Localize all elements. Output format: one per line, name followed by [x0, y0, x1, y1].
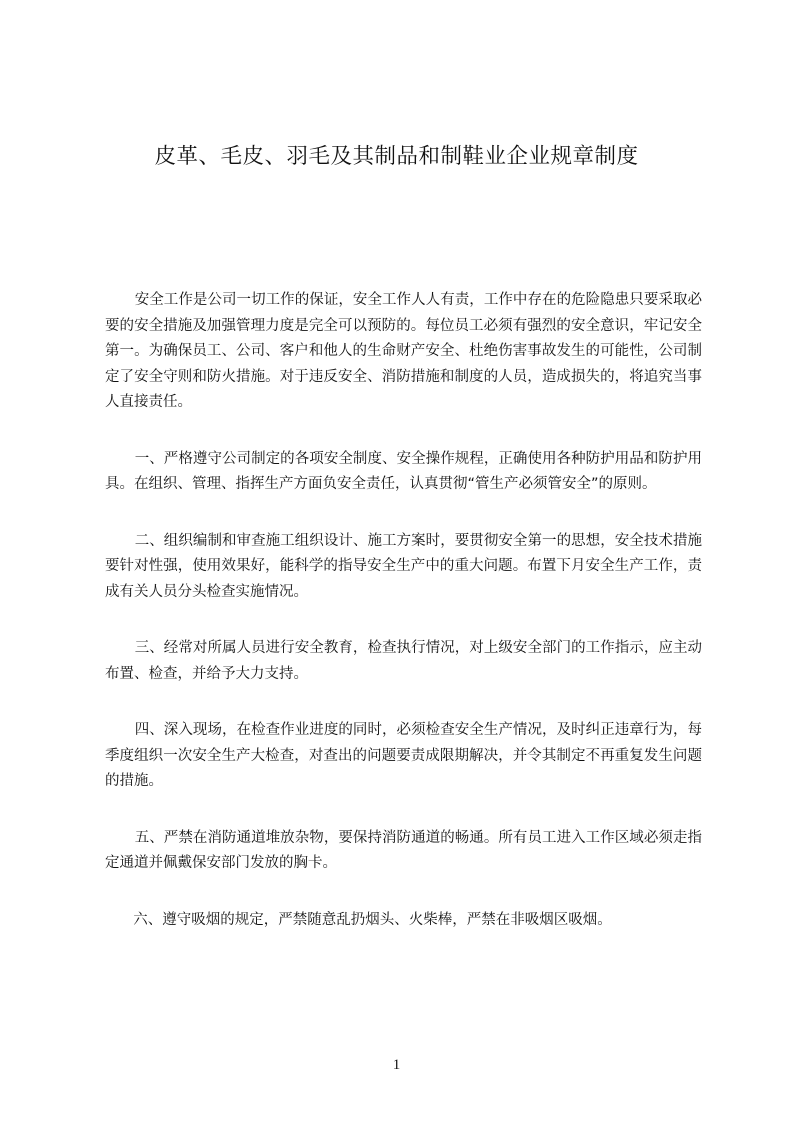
- document-title: 皮革、毛皮、羽毛及其制品和制鞋业企业规章制度: [154, 144, 639, 169]
- rule-paragraph-6: 六、遵守吸烟的规定，严禁随意乱扔烟头、火柴棒，严禁在非吸烟区吸烟。: [133, 911, 612, 928]
- intro-paragraph: 安全工作是公司一切工作的保证，安全工作人人有责，工作中存在的危险隐患只要采取必要的安全措施及加强管理力度是完全可以预防的。每位员工必须有强烈的安全意识，牢记安全第一。为确保员工、公司、客户和他人的生命财产安全、杜绝伤害事故发生的可能性，公司制定了安全守则和防火措施。对于违反安全、消防措施和制度的人员，造成损失的，将追究当事人直接责任。: [105, 292, 702, 410]
- page-number: 1: [392, 1057, 401, 1073]
- rule-paragraph-2: 二、组织编制和审查施工组织设计、施工方案时，要贯彻安全第一的思想，安全技术措施要针对性强，使用效果好，能科学的指导安全生产中的重大问题。布置下月安全生产工作，责成有关人员分头检查实施情况。: [105, 532, 702, 600]
- rule-paragraph-3: 三、经常对所属人员进行安全教育，检查执行情况，对上级安全部门的工作指示，应主动布置、检查，并给予大力支持。: [105, 640, 702, 682]
- rule-paragraph-1: 一、严格遵守公司制定的各项安全制度、安全操作规程，正确使用各种防护用品和防护用具。在组织、管理、指挥生产方面负安全责任，认真贯彻“管生产必须管安全”的原则。: [105, 450, 702, 492]
- document-body: [105, 288, 702, 964]
- rule-paragraph-4: 四、深入现场，在检查作业进度的同时，必须检查安全生产情况，及时纠正违章行为，每季度组织一次安全生产大检查，对查出的问题要责成限期解决，并令其制定不再重复发生问题的措施。: [105, 722, 702, 789]
- rule-paragraph-5: 五、严禁在消防通道堆放杂物，要保持消防通道的畅通。所有员工进入工作区域必须走指定通道并佩戴保安部门发放的胸卡。: [105, 829, 702, 871]
